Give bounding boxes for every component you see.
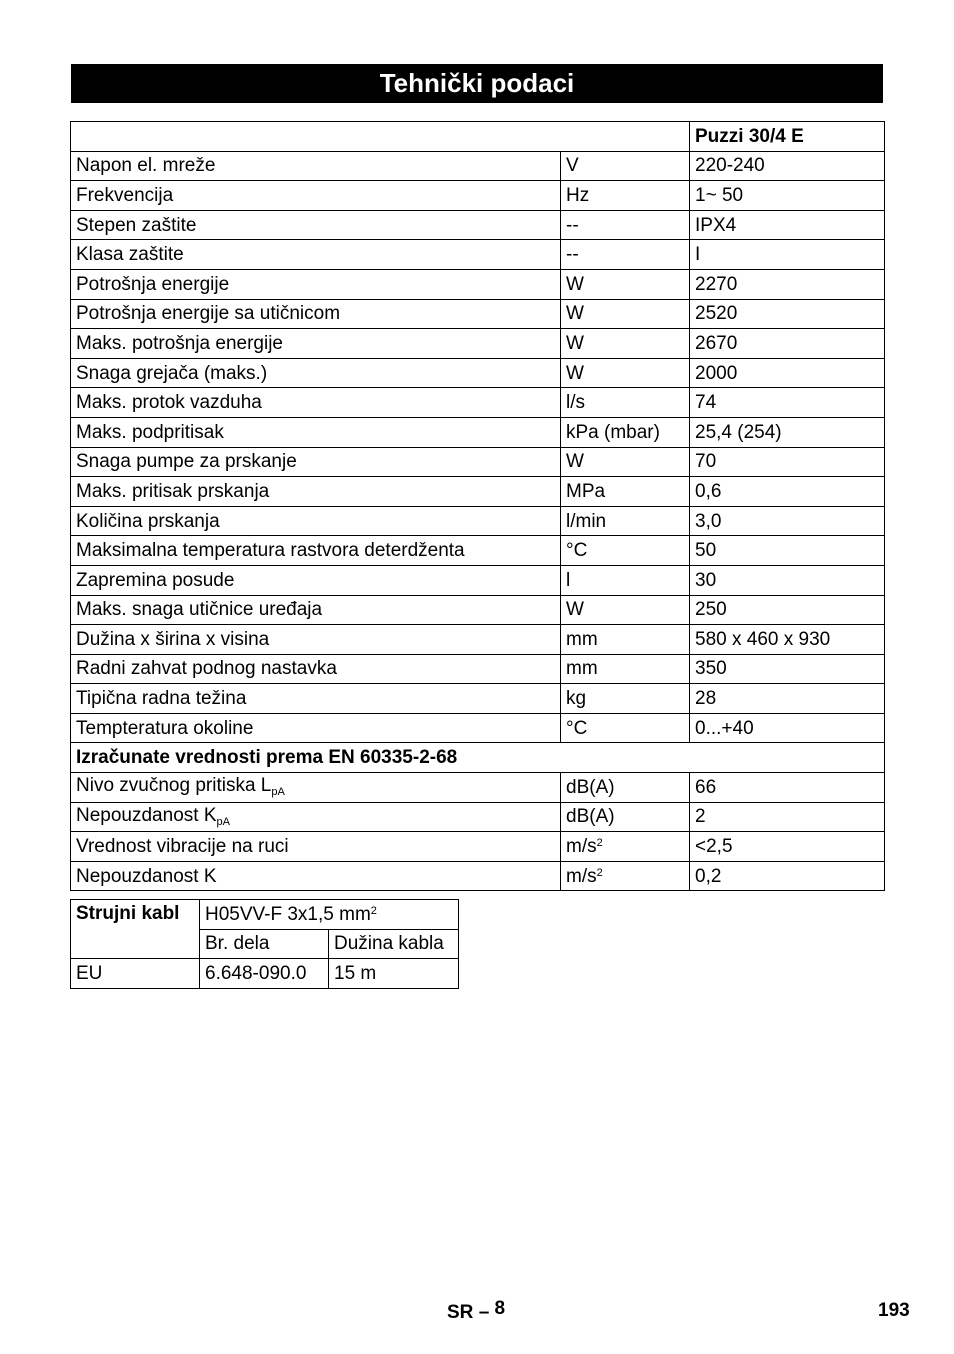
spec-value: 70 — [690, 447, 885, 477]
spec-unit: °C — [561, 713, 690, 743]
table-row — [71, 565, 885, 595]
cable-part-no: 6.648-090.0 — [200, 959, 329, 989]
spec-label: Maks. potrošnja energije — [71, 329, 561, 359]
spec-label: Tempteratura okoline — [71, 713, 561, 743]
calc-value: <2,5 — [690, 832, 885, 862]
spec-value: 30 — [690, 565, 885, 595]
spec-value: 74 — [690, 388, 885, 418]
spec-value: 2670 — [690, 329, 885, 359]
cable-region: EU — [71, 959, 200, 989]
spec-label: Maks. pritisak prskanja — [71, 477, 561, 507]
spec-label: Maks. podpritisak — [71, 417, 561, 447]
spec-unit: -- — [561, 240, 690, 270]
spec-label: Snaga grejača (maks.) — [71, 358, 561, 388]
table-row — [71, 536, 885, 566]
spec-unit: -- — [561, 210, 690, 240]
spec-unit: mm — [561, 654, 690, 684]
spec-unit: W — [561, 358, 690, 388]
calc-value: 2 — [690, 802, 885, 832]
calc-label: Nepouzdanost $K_{pA}$ — [71, 802, 561, 832]
table-row — [71, 388, 885, 418]
spec-value: 220-240 — [690, 151, 885, 181]
table-row — [71, 210, 885, 240]
cable-table — [70, 899, 459, 989]
calc-value: 0,2 — [690, 861, 885, 891]
calc-label: Vrednost vibracije na ruci — [71, 832, 561, 862]
spec-label: Potrošnja energije — [71, 269, 561, 299]
section-header: Izračunate vrednosti prema EN 60335-2-68 — [71, 743, 885, 773]
table-header-row — [71, 122, 885, 152]
section-header-row — [71, 743, 885, 773]
spec-value: 250 — [690, 595, 885, 625]
model-name: Puzzi 30/4 E — [690, 122, 885, 152]
spec-label: Napon el. mreže — [71, 151, 561, 181]
spec-unit: kg — [561, 684, 690, 714]
spec-unit: Hz — [561, 181, 690, 211]
spec-value: 0,6 — [690, 477, 885, 507]
spec-value: 580 x 460 x 930 — [690, 625, 885, 655]
table-row — [71, 654, 885, 684]
spec-unit: l/min — [561, 506, 690, 536]
footer-section: SR – $^8$ — [447, 1298, 506, 1323]
spec-value: 2270 — [690, 269, 885, 299]
table-row — [71, 832, 885, 862]
spec-unit: W — [561, 595, 690, 625]
spec-unit: l/s — [561, 388, 690, 418]
spec-label: Količina prskanja — [71, 506, 561, 536]
spec-label: Maks. protok vazduha — [71, 388, 561, 418]
cable-length: 15 m — [329, 959, 459, 989]
spec-table — [70, 121, 885, 891]
calc-unit: dB(A) — [561, 802, 690, 832]
table-row — [71, 417, 885, 447]
table-row — [71, 684, 885, 714]
spec-label: Stepen zaštite — [71, 210, 561, 240]
calc-unit: $m/s^2$ — [561, 861, 690, 891]
table-row — [71, 181, 885, 211]
spec-label: Dužina x širina x visina — [71, 625, 561, 655]
spec-unit: W — [561, 269, 690, 299]
spec-unit: MPa — [561, 477, 690, 507]
table-row — [71, 861, 885, 891]
spec-unit: W — [561, 447, 690, 477]
spec-unit: mm — [561, 625, 690, 655]
spec-value: I — [690, 240, 885, 270]
table-row — [71, 329, 885, 359]
header-empty-cell — [71, 122, 690, 152]
spec-unit: l — [561, 565, 690, 595]
table-row — [71, 506, 885, 536]
table-row — [71, 269, 885, 299]
calc-label: Nivo zvučnog pritiska $L_{pA}$ — [71, 773, 561, 803]
spec-value: 50 — [690, 536, 885, 566]
spec-label: Potrošnja energije sa utičnicom — [71, 299, 561, 329]
spec-label: Snaga pumpe za prskanje — [71, 447, 561, 477]
table-row — [71, 447, 885, 477]
calc-label: Nepouzdanost K — [71, 861, 561, 891]
spec-value: 350 — [690, 654, 885, 684]
spec-label: Zapremina posude — [71, 565, 561, 595]
calc-unit: $m/s^2$ — [561, 832, 690, 862]
cable-type: H05VV-F 3x1,5 $mm^2$ — [200, 900, 459, 930]
table-row — [71, 625, 885, 655]
table-row — [71, 240, 885, 270]
spec-unit: W — [561, 299, 690, 329]
spec-unit: kPa (mbar) — [561, 417, 690, 447]
cable-col-part: Br. dela — [200, 929, 329, 959]
spec-value: 25,4 (254) — [690, 417, 885, 447]
table-row — [71, 713, 885, 743]
spec-value: 0...+40 — [690, 713, 885, 743]
table-row — [71, 358, 885, 388]
spec-value: 28 — [690, 684, 885, 714]
table-row — [71, 802, 885, 832]
spec-label: Maksimalna temperatura rastvora deterdženta — [71, 536, 561, 566]
calc-unit: dB(A) — [561, 773, 690, 803]
spec-value: IPX4 — [690, 210, 885, 240]
spec-value: 3,0 — [690, 506, 885, 536]
table-row — [71, 477, 885, 507]
spec-label: Maks. snaga utičnice uređaja — [71, 595, 561, 625]
table-row — [71, 299, 885, 329]
spec-label: Klasa zaštite — [71, 240, 561, 270]
table-row — [71, 151, 885, 181]
calc-value: 66 — [690, 773, 885, 803]
spec-unit: °C — [561, 536, 690, 566]
spec-unit: W — [561, 329, 690, 359]
page-number: 193 — [878, 1300, 910, 1321]
spec-label: Radni zahvat podnog nastavka — [71, 654, 561, 684]
page-title: Tehnički podaci — [71, 64, 883, 103]
spec-unit: V — [561, 151, 690, 181]
cable-label: Strujni kabl — [71, 900, 200, 959]
table-row — [71, 595, 885, 625]
cable-col-length: Dužina kabla — [329, 929, 459, 959]
spec-label: Frekvencija — [71, 181, 561, 211]
table-row — [71, 773, 885, 803]
spec-label: Tipična radna težina — [71, 684, 561, 714]
spec-value: 1~ 50 — [690, 181, 885, 211]
spec-value: 2520 — [690, 299, 885, 329]
spec-value: 2000 — [690, 358, 885, 388]
